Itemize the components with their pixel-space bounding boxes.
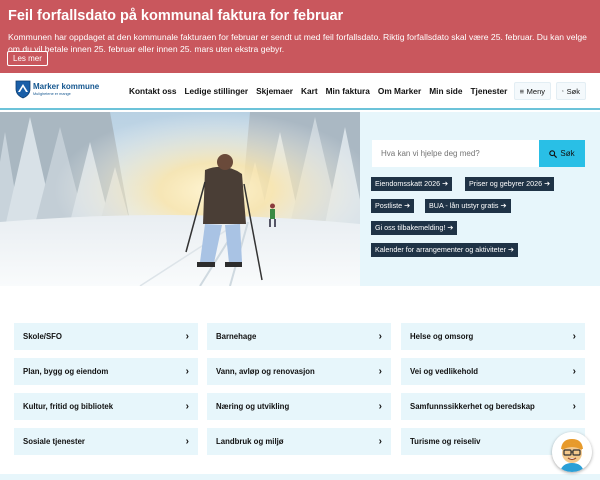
category-card-culture[interactable] [14, 393, 198, 420]
nav-link-contact[interactable]: Kontakt oss [129, 86, 177, 96]
category-grid [0, 286, 600, 480]
quick-link-postlist[interactable] [371, 199, 414, 213]
category-card-kindergarten[interactable] [207, 323, 391, 350]
category-card-planning[interactable] [14, 358, 198, 385]
category-card-business[interactable] [207, 393, 391, 420]
header-search-button[interactable] [556, 82, 586, 100]
chevron-right-icon: › [572, 366, 576, 377]
chevron-right-icon: › [378, 401, 382, 412]
quick-link-feedback[interactable] [371, 221, 457, 235]
category-label: Barnehage [216, 332, 257, 341]
nav-link-invoice[interactable]: Min faktura [325, 86, 370, 96]
logo-name: Marker kommune [33, 82, 100, 91]
category-label: Samfunnssikkerhet og beredskap [410, 402, 535, 411]
arrow-right-icon: ➔ [442, 179, 449, 188]
read-more-button[interactable]: Les mer [7, 51, 48, 66]
chevron-right-icon: › [185, 366, 189, 377]
main-nav [129, 86, 515, 96]
hero-image [0, 112, 360, 286]
coat-of-arms-icon [15, 80, 31, 99]
quick-link-bua[interactable] [425, 199, 511, 213]
category-card-health[interactable] [401, 323, 585, 350]
site-header [0, 73, 600, 110]
search-icon [562, 87, 564, 95]
arrow-right-icon: ➔ [508, 245, 515, 254]
logo-tagline: Mulighetene er mange [33, 92, 71, 96]
quick-link-property-tax[interactable] [371, 177, 452, 191]
quick-link-label: Kalender for arrangementer og aktiviteter [375, 245, 507, 254]
nav-link-map[interactable]: Kart [301, 86, 318, 96]
chevron-right-icon: › [378, 366, 382, 377]
hamburger-icon [520, 88, 524, 95]
quick-link-label: Gi oss tilbakemelding! [375, 223, 446, 232]
chevron-right-icon: › [572, 401, 576, 412]
quick-link-label: Priser og gebyrer 2026 [469, 179, 543, 188]
nav-link-services[interactable]: Tjenester [470, 86, 508, 96]
arrow-right-icon: ➔ [500, 201, 507, 210]
site-search-button[interactable] [539, 140, 585, 167]
alert-banner [0, 0, 600, 73]
category-label: Skole/SFO [23, 332, 62, 341]
chevron-right-icon: › [185, 401, 189, 412]
arrow-right-icon: ➔ [544, 179, 551, 188]
category-label: Vann, avløp og renovasjon [216, 367, 315, 376]
quick-link-calendar[interactable] [371, 243, 518, 257]
site-search-button-label: Søk [560, 149, 575, 158]
logo[interactable] [15, 80, 100, 104]
alert-title: Feil forfallsdato på kommunal faktura for februar [8, 8, 344, 24]
quick-link-label: Eiendomsskatt 2026 [375, 179, 441, 188]
chevron-right-icon: › [185, 331, 189, 342]
category-card-agriculture[interactable] [207, 428, 391, 455]
category-card-social[interactable] [14, 428, 198, 455]
search-icon [549, 150, 557, 158]
category-card-school[interactable] [14, 323, 198, 350]
category-label: Turisme og reiseliv [410, 437, 481, 446]
chevron-right-icon: › [378, 436, 382, 447]
footer-strip [0, 474, 600, 480]
alert-text: Kommunen har oppdaget at den kommunale fakturaen for februar er sendt ut med feil forfallsdato. Riktig forfallsdato skal være 25. februar. Du kan velge om du vil betale innen 25. februar eller innen 25. mars uten ekstra gebyr. [8, 32, 587, 54]
category-label: Plan, bygg og eiendom [23, 367, 109, 376]
category-label: Landbruk og miljø [216, 437, 284, 446]
nav-link-about[interactable]: Om Marker [377, 86, 422, 96]
category-label: Helse og omsorg [410, 332, 474, 341]
hero-panel [360, 112, 600, 286]
quick-link-prices[interactable] [465, 177, 554, 191]
category-label: Kultur, fritid og bibliotek [23, 402, 114, 411]
category-label: Næring og utvikling [216, 402, 290, 411]
category-label: Sosiale tjenester [23, 437, 85, 446]
hero-section [0, 112, 600, 286]
chat-assistant-button[interactable] [552, 432, 592, 472]
arrow-right-icon: ➔ [447, 223, 454, 232]
site-search-input[interactable] [372, 140, 539, 167]
quick-link-label: Postliste [375, 201, 403, 210]
chevron-right-icon: › [185, 436, 189, 447]
search-label: Søk [566, 86, 580, 96]
category-card-water[interactable] [207, 358, 391, 385]
arrow-right-icon: ➔ [404, 201, 411, 210]
chatbot-avatar-icon [552, 432, 592, 472]
quick-link-label: BUA - lån utstyr gratis [429, 201, 499, 210]
category-card-safety[interactable] [401, 393, 585, 420]
nav-link-forms[interactable]: Skjemaer [256, 86, 294, 96]
chevron-right-icon: › [378, 331, 382, 342]
category-label: Vei og vedlikehold [410, 367, 479, 376]
nav-link-jobs[interactable]: Ledige stillinger [184, 86, 249, 96]
menu-label: Meny [526, 86, 545, 96]
chevron-right-icon: › [572, 331, 576, 342]
menu-button[interactable] [514, 82, 551, 100]
category-card-roads[interactable] [401, 358, 585, 385]
nav-link-my-page[interactable]: Min side [429, 86, 463, 96]
